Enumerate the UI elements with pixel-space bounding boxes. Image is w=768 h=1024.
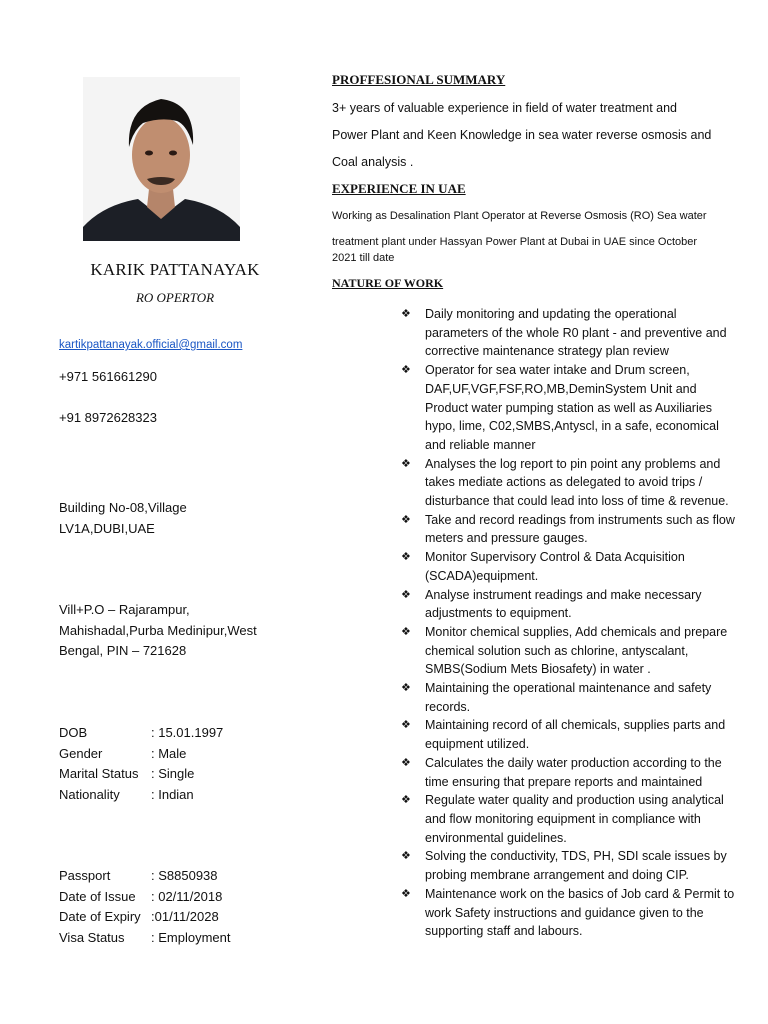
list-item: ❖ Analyses the log report to pin point any problems and takes mediate actions as delegated to avoid trips / disturbance that could lead into loss of time & revenue. — [401, 456, 729, 509]
address-line: Building No-08,Village — [59, 500, 187, 515]
field-label: Date of Issue — [59, 888, 136, 904]
address-line: Vill+P.O – Rajarampur, — [59, 602, 190, 617]
bullet-icon: ❖ — [401, 793, 411, 807]
bullet-icon: ❖ — [401, 363, 411, 377]
profile-role: RO OPERTOR — [135, 290, 215, 305]
bullet-icon: ❖ — [401, 550, 411, 564]
field-value: : S8850938 — [151, 868, 218, 883]
experience-line: treatment plant under Hassyan Power Plant at Dubai in UAE since October — [332, 236, 698, 248]
list-item: ❖ Regulate water quality and production using analytical and flow monitoring equipment in compliance with environmental guidelines. — [401, 793, 724, 845]
bullet-icon: ❖ — [401, 624, 411, 638]
list-item: ❖ Solving the conductivity, TDS, PH, SDI scale issues by probing membrane arrangement and doing CIP. — [401, 849, 727, 883]
list-item: ❖ Maintaining record of all chemicals, supplies parts and equipment utilized. — [401, 718, 726, 752]
nature-of-work-list — [401, 305, 741, 941]
email-link[interactable]: kartikpattanayak.official@gmail.com — [59, 339, 243, 351]
experience-line: Working as Desalination Plant Operator at Reverse Osmosis (RO) Sea water — [332, 210, 707, 222]
nature-heading: NATURE OF WORK — [332, 276, 444, 290]
list-item: ❖ Calculates the daily water production according to the time ensuring that prepare reports and maintained — [401, 755, 722, 789]
list-item: ❖ Daily monitoring and updating the operational parameters of the whole R0 plant - and preventive and corrective maintenance strategy plan review — [401, 307, 727, 359]
address-line: Bengal, PIN – 721628 — [59, 643, 187, 658]
field-label: Marital Status — [59, 766, 139, 781]
experience-text — [332, 203, 752, 266]
field-value: : Employment — [151, 929, 231, 945]
list-item: ❖ Maintenance work on the basics of Job card & Permit to work Safety instructions and guidance given to the supporting staff and labours. — [401, 886, 735, 939]
field-value: : Indian — [151, 786, 194, 802]
email-line — [59, 334, 242, 356]
field-label: DOB — [59, 725, 88, 740]
profile-photo — [83, 77, 240, 241]
bullet-icon: ❖ — [401, 512, 411, 526]
field-value: : 15.01.1997 — [151, 725, 224, 740]
person-portrait-icon — [83, 77, 240, 241]
phone-uae-line — [59, 367, 157, 389]
bullet-icon: ❖ — [401, 681, 411, 695]
address-line: Mahishadal,Purba Medinipur,West — [59, 622, 257, 638]
field-label: Passport — [59, 868, 111, 883]
summary-line: 3+ years of valuable experience in field of water treatment and — [332, 101, 677, 115]
summary-line: Power Plant and Keen Knowledge in sea water reverse osmosis and — [332, 128, 712, 142]
list-item: ❖ Monitor Supervisory Control & Data Acquisition (SCADA)equipment. — [401, 550, 685, 583]
field-value: : Single — [151, 766, 195, 781]
address-uae — [59, 498, 187, 539]
summary-text — [332, 95, 742, 176]
bullet-icon: ❖ — [401, 456, 411, 470]
bullet-icon: ❖ — [401, 886, 411, 900]
list-item: ❖ Take and record readings from instruments such as flow meters and pressure gauges. — [401, 512, 735, 546]
field-value: :01/11/2028 — [151, 909, 219, 924]
phone-uae: +971 561661290 — [59, 369, 157, 384]
field-label: Date of Expiry — [59, 909, 141, 924]
summary-heading: PROFFESIONAL SUMMARY — [332, 72, 506, 87]
profile-name: KARIK PATTANAYAK — [90, 260, 260, 279]
list-item: ❖ Monitor chemical supplies, Add chemicals and prepare chemical solution such as chlorine, antyscalant, SMBS(Sodium Mets Biosafety) in water . — [401, 624, 728, 677]
list-item: ❖ Analyse instrument readings and make necessary adjustments to equipment. — [401, 587, 702, 621]
experience-line: 2021 till date — [332, 252, 395, 264]
list-item: ❖ Maintaining the operational maintenance and safety records. — [401, 681, 712, 714]
address-line: LV1A,DUBI,UAE — [59, 520, 155, 536]
field-label: Gender — [59, 745, 103, 761]
bullet-icon: ❖ — [401, 755, 411, 769]
experience-heading: EXPERIENCE IN UAE — [332, 181, 466, 196]
phone-india: +91 8972628323 — [59, 410, 157, 425]
bullet-icon: ❖ — [401, 307, 411, 320]
address-india — [59, 600, 257, 662]
field-label: Nationality — [59, 786, 120, 802]
bullet-icon: ❖ — [401, 718, 411, 732]
field-value: : 02/11/2018 — [151, 888, 223, 904]
phone-india-line — [59, 408, 157, 430]
field-value: : Male — [151, 745, 187, 761]
bullet-icon: ❖ — [401, 849, 411, 863]
list-item: ❖ Operator for sea water intake and Drum screen, DAF,UF,VGF,FSF,RO,MB,DeminSystem Unit and Product water pumping station as well as Auxiliaries hypo, lime, C02,SMBS,Antyscl, in a safe, economical and reliable manner — [401, 363, 719, 452]
summary-line: Coal analysis . — [332, 155, 414, 169]
passport-details — [59, 866, 289, 948]
personal-details — [59, 723, 289, 805]
bullet-icon: ❖ — [401, 587, 411, 601]
field-label: Visa Status — [59, 929, 125, 945]
